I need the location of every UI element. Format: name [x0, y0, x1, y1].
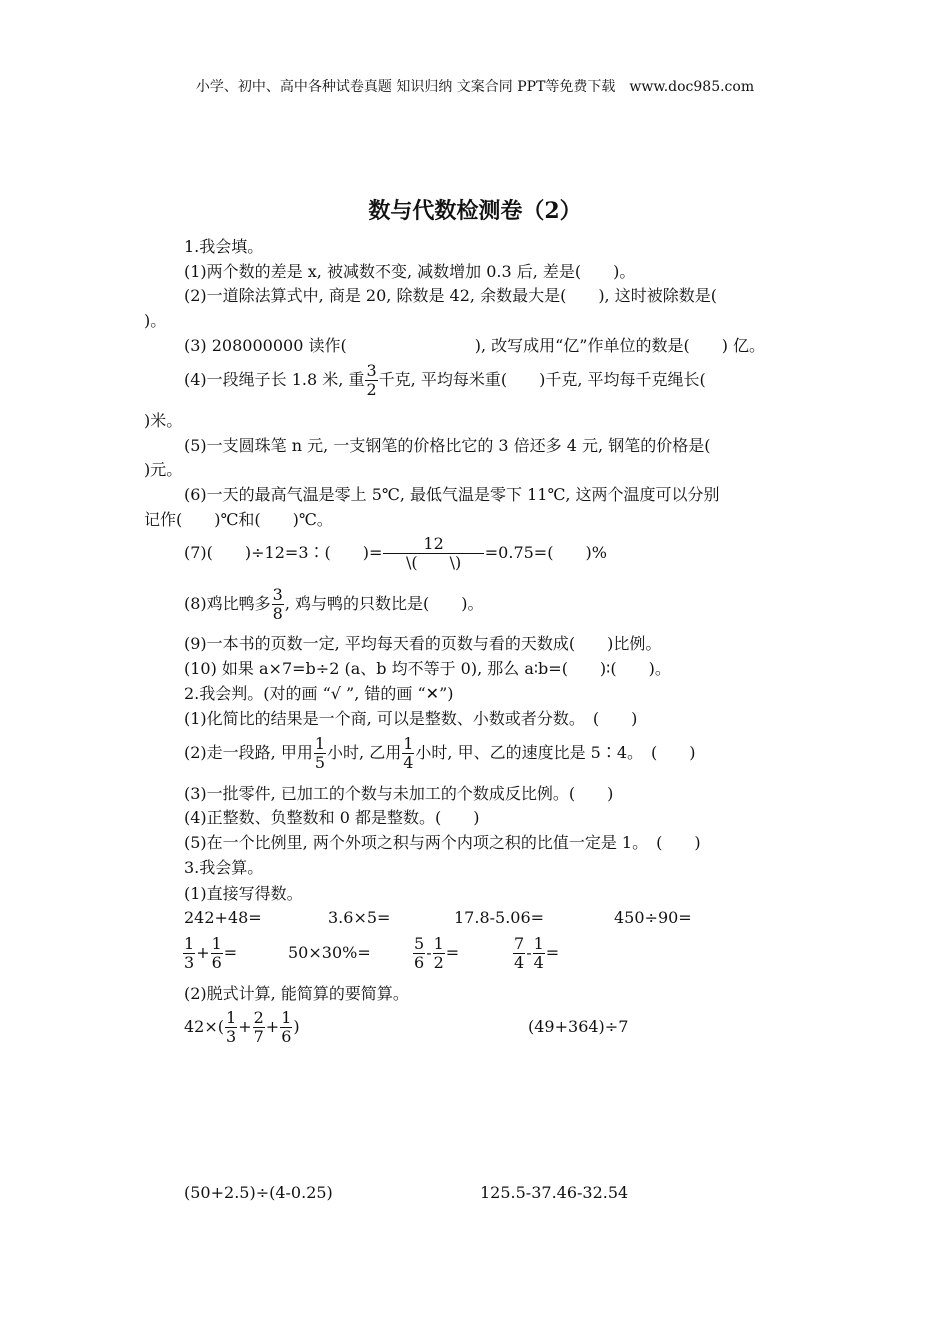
q1-4-line1	[184, 360, 706, 400]
q1-10: (10) 如果 a×7=b÷2 (a、b 均不等于 0), 那么 a∶b=( )∶( )。	[184, 659, 671, 678]
fraction-numerator: 7	[514, 934, 525, 953]
q1-7	[184, 533, 607, 573]
expr-4: 125.5-37.46-32.54	[480, 1183, 629, 1202]
equals: =	[445, 943, 460, 962]
q1-8-text-post: , 鸡与鸭的只数比是( )。	[284, 594, 484, 613]
q1-2-line1: (2)一道除法算式中, 商是 20, 除数是 42, 余数最大是( ), 这时被除数是(	[184, 286, 717, 305]
q2-2-fraction-1	[314, 735, 326, 772]
q1-9: (9)一本书的页数一定, 平均每天看的页数与看的天数成( )比例。	[184, 634, 662, 653]
q1-7-text-pre: (7)( )÷12=3∶( )=	[184, 543, 383, 562]
q2-2	[184, 733, 696, 773]
fraction-denominator: 4	[533, 953, 544, 972]
fraction-numerator: 1	[211, 934, 222, 953]
fraction	[513, 935, 525, 972]
calc-4: 450÷90=	[614, 908, 692, 927]
fraction	[280, 1009, 292, 1046]
fraction	[253, 1009, 265, 1046]
fraction-numerator: 5	[414, 934, 425, 953]
q2-4: (4)正整数、负整数和 0 都是整数。( )	[184, 808, 480, 827]
q1-3: (3) 208000000 读作( ), 改写成用“亿”作单位的数是( ) 亿。	[184, 336, 766, 355]
fraction-numerator: 12	[383, 535, 483, 554]
expr-1-post: )	[293, 1017, 300, 1036]
expr-1-pre: 42×(	[184, 1017, 225, 1036]
fraction-numerator: 1	[184, 934, 195, 953]
operator: -	[426, 943, 432, 962]
operator: +	[238, 1017, 252, 1036]
calc-8	[512, 933, 559, 973]
q1-8-fraction	[272, 586, 284, 623]
operator: +	[196, 943, 210, 962]
q1-5-line2: )元。	[144, 460, 183, 479]
fraction-denominator: 7	[253, 1027, 264, 1046]
fraction-denominator: 2	[366, 380, 377, 399]
calc-3: 17.8-5.06=	[454, 908, 545, 927]
fraction-numerator: 1	[533, 934, 544, 953]
q1-2-line2: )。	[144, 311, 167, 330]
q2-2-text-mid: 小时, 乙用	[327, 743, 402, 762]
q1-6-line2: 记作( )℃和( )℃。	[144, 510, 333, 529]
fraction-denominator: 2	[433, 953, 444, 972]
q2-2-fraction-2	[402, 735, 414, 772]
q1-8-text-pre: (8)鸡比鸭多	[184, 594, 271, 613]
calc-2: 3.6×5=	[328, 908, 391, 927]
page-header: 小学、初中、高中各种试卷真题 知识归纳 文案合同 PPT等免费下载 www.doc985.com	[195, 79, 755, 95]
section1-heading: 1.我会填。	[184, 237, 264, 256]
q2-1: (1)化简比的结果是一个商, 可以是整数、小数或者分数。 ( )	[184, 709, 638, 728]
fraction-denominator: 3	[184, 953, 195, 972]
fraction-denominator: 3	[226, 1027, 237, 1046]
fraction	[211, 935, 223, 972]
fraction-denominator: 4	[403, 753, 414, 772]
expr-2: (49+364)÷7	[528, 1017, 629, 1036]
fraction	[183, 935, 195, 972]
fraction-numerator: 3	[272, 585, 283, 604]
fraction	[433, 935, 445, 972]
calc-6: 50×30%=	[288, 943, 371, 962]
sub2-heading: (2)脱式计算, 能简算的要简算。	[184, 984, 409, 1003]
fraction-numerator: 1	[433, 934, 444, 953]
fraction-numerator: 1	[314, 734, 326, 753]
calc-1: 242+48=	[184, 908, 262, 927]
q2-3: (3)一批零件, 已加工的个数与未加工的个数成反比例。( )	[184, 784, 614, 803]
q1-4-fraction	[365, 362, 377, 399]
fraction-numerator: 1	[281, 1008, 292, 1027]
q1-4-line2: )米。	[144, 411, 183, 430]
fraction	[225, 1009, 237, 1046]
q1-4-text-post: 千克, 平均每米重( )千克, 平均每千克绳长(	[378, 370, 706, 389]
q2-2-text-pre: (2)走一段路, 甲用	[184, 743, 313, 762]
fraction-denominator: 6	[281, 1027, 292, 1046]
expr-3: (50+2.5)÷(4-0.25)	[184, 1183, 333, 1202]
fraction-denominator: 6	[414, 953, 425, 972]
fraction	[413, 935, 425, 972]
sub1-heading: (1)直接写得数。	[184, 884, 303, 903]
q2-5: (5)在一个比例里, 两个外项之积与两个内项之积的比值一定是 1。 ( )	[184, 833, 701, 852]
section2-heading: 2.我会判。(对的画 “√ ”, 错的画 “✕”)	[184, 684, 454, 703]
q1-4-text-pre: (4)一段绳子长 1.8 米, 重	[184, 370, 365, 389]
equals: =	[223, 943, 238, 962]
section3-heading: 3.我会算。	[184, 858, 264, 877]
fraction-numerator: 2	[253, 1008, 264, 1027]
fraction-denominator: \( \)	[405, 553, 462, 572]
fraction-numerator: 3	[366, 361, 377, 380]
calc-5	[182, 933, 237, 973]
q1-8	[184, 584, 484, 624]
fraction-denominator: 8	[272, 604, 283, 623]
q1-6-line1: (6)一天的最高气温是零上 5℃, 最低气温是零下 11℃, 这两个温度可以分别	[184, 485, 720, 504]
fraction-numerator: 1	[403, 734, 414, 753]
page-title: 数与代数检测卷（2）	[368, 198, 582, 224]
q1-7-fraction	[383, 535, 483, 572]
fraction	[533, 935, 545, 972]
fraction-denominator: 4	[514, 953, 525, 972]
fraction-denominator: 5	[314, 753, 326, 772]
q1-1: (1)两个数的差是 x, 被减数不变, 减数增加 0.3 后, 差是( )。	[184, 262, 636, 281]
q1-5-line1: (5)一支圆珠笔 n 元, 一支钢笔的价格比它的 3 倍还多 4 元, 钢笔的价格是(	[184, 436, 711, 455]
equals: =	[545, 943, 560, 962]
fraction-denominator: 6	[211, 953, 222, 972]
fraction-numerator: 1	[226, 1008, 237, 1027]
operator: +	[265, 1017, 280, 1036]
q2-2-text-post: 小时, 甲、乙的速度比是 5∶4。 ( )	[415, 743, 696, 762]
expr-1	[184, 1007, 300, 1047]
operator: -	[526, 943, 532, 962]
q1-7-text-post: =0.75=( )%	[484, 543, 607, 562]
calc-7	[412, 933, 459, 973]
